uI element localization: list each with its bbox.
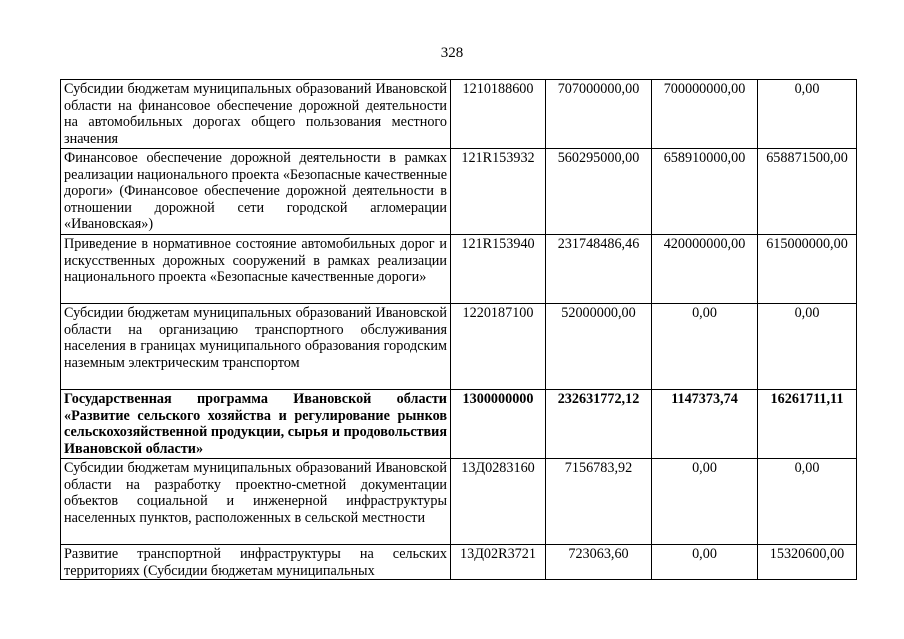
table-row xyxy=(61,545,857,580)
row-value-3: 0,00 xyxy=(758,459,857,545)
table-row xyxy=(61,235,857,304)
row-value-1: 7156783,92 xyxy=(546,459,652,545)
row-value-3: 615000000,00 xyxy=(758,235,857,304)
row-value-1: 231748486,46 xyxy=(546,235,652,304)
row-value-2: 700000000,00 xyxy=(652,80,758,149)
row-value-2: 0,00 xyxy=(652,545,758,580)
row-value-3: 15320600,00 xyxy=(758,545,857,580)
row-code: 1210188600 xyxy=(451,80,546,149)
row-value-1: 560295000,00 xyxy=(546,149,652,235)
row-value-2: 0,00 xyxy=(652,304,758,390)
table-row xyxy=(61,80,857,149)
page-number: 328 xyxy=(440,45,464,61)
budget-table xyxy=(60,79,857,580)
row-name: Субсидии бюджетам муниципальных образований Ивановской области на разработку проектно-сметной документации объектов социальной и инженерной инфраструктуры населенных пунктов, расположенных в сельской местности xyxy=(61,459,451,545)
row-value-3: 0,00 xyxy=(758,80,857,149)
row-value-2: 420000000,00 xyxy=(652,235,758,304)
row-code: 1220187100 xyxy=(451,304,546,390)
row-value-2: 0,00 xyxy=(652,459,758,545)
row-value-2: 1147373,74 xyxy=(652,390,758,459)
row-value-3: 16261711,11 xyxy=(758,390,857,459)
row-name: Субсидии бюджетам муниципальных образований Ивановской области на организацию транспортного обслуживания населения в границах муниципального образования городским наземным электрическим транспортом xyxy=(61,304,451,390)
row-code: 13Д02R3721 xyxy=(451,545,546,580)
row-value-1: 723063,60 xyxy=(546,545,652,580)
row-name: Развитие транспортной инфраструктуры на сельских территориях (Субсидии бюджетам муниципальных xyxy=(61,545,451,580)
row-code: 121R153940 xyxy=(451,235,546,304)
row-code: 1300000000 xyxy=(451,390,546,459)
row-value-1: 232631772,12 xyxy=(546,390,652,459)
row-value-3: 658871500,00 xyxy=(758,149,857,235)
row-code: 13Д0283160 xyxy=(451,459,546,545)
table-row xyxy=(61,304,857,390)
row-value-1: 52000000,00 xyxy=(546,304,652,390)
table-row xyxy=(61,459,857,545)
row-value-1: 707000000,00 xyxy=(546,80,652,149)
row-code: 121R153932 xyxy=(451,149,546,235)
row-value-3: 0,00 xyxy=(758,304,857,390)
row-name: Государственная программа Ивановской области «Развитие сельского хозяйства и регулирование рынков сельскохозяйственной продукции, сырья и продовольствия Ивановской области» xyxy=(61,390,451,459)
row-name: Субсидии бюджетам муниципальных образований Ивановской области на финансовое обеспечение дорожной деятельности на автомобильных дорогах общего пользования местного значения xyxy=(61,80,451,149)
table-row-program xyxy=(61,390,857,459)
row-name: Финансовое обеспечение дорожной деятельности в рамках реализации национального проекта «Безопасные качественные дороги» (Финансовое обеспечение дорожной деятельности в отношении дорожной сети городской агломерации «Ивановская») xyxy=(61,149,451,235)
table-row xyxy=(61,149,857,235)
row-value-2: 658910000,00 xyxy=(652,149,758,235)
row-name: Приведение в нормативное состояние автомобильных дорог и искусственных дорожных сооружений в рамках реализации национального проекта «Безопасные качественные дороги» xyxy=(61,235,451,304)
